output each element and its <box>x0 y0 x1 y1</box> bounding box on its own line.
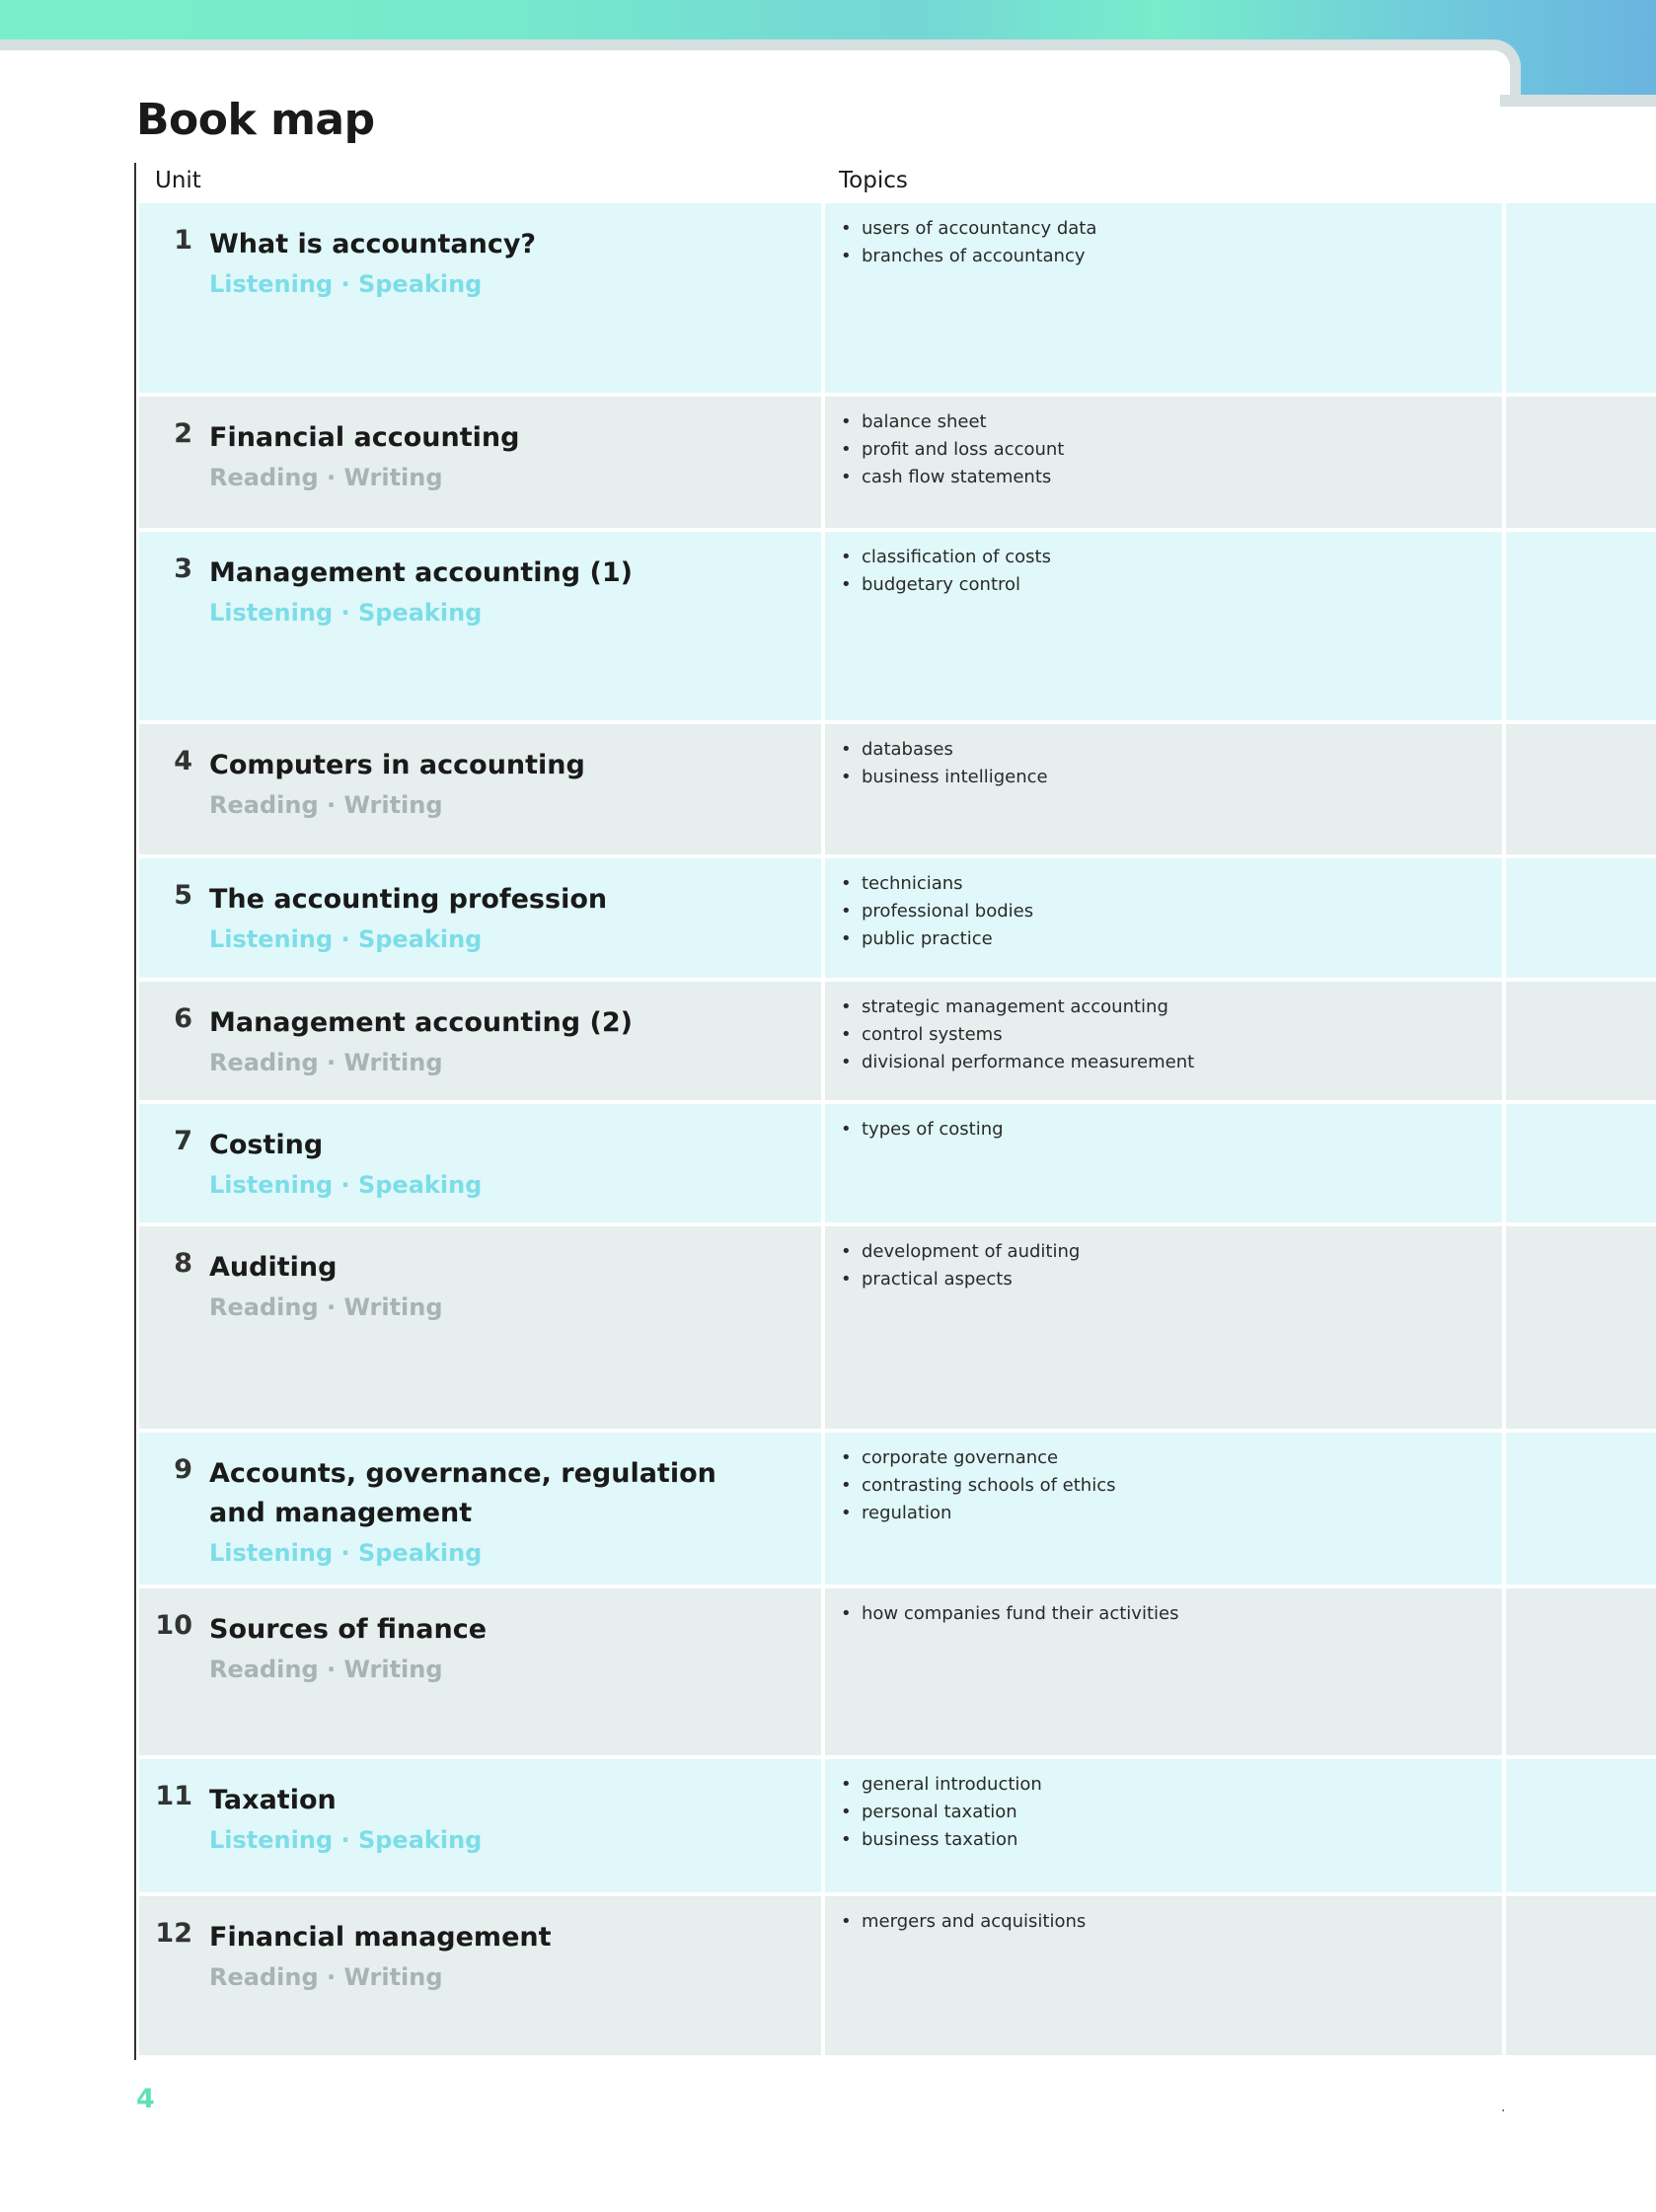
topic-text: business taxation <box>862 1829 1018 1850</box>
unit-title: Financial management <box>209 1922 552 1953</box>
bullet-icon: • <box>841 1447 852 1468</box>
topic-item <box>841 571 1051 599</box>
bullet-icon: • <box>841 1269 852 1290</box>
unit-title: Taxation <box>209 1785 337 1815</box>
topic-item <box>841 436 1064 464</box>
topics-cell <box>825 532 1502 720</box>
unit-number: 1 <box>174 225 192 256</box>
bullet-icon: • <box>841 246 852 266</box>
topics-list <box>841 1116 1004 1143</box>
unit-skills: Listening · Speaking <box>209 1826 483 1854</box>
topic-text: public practice <box>862 928 993 949</box>
unit-cell <box>139 397 821 528</box>
topic-item <box>841 870 1033 898</box>
topic-item <box>841 1238 1080 1266</box>
page-number: 4 <box>136 2084 155 2114</box>
topic-item <box>841 1021 1194 1049</box>
topic-text: general introduction <box>862 1774 1042 1795</box>
unit-row <box>139 1104 1656 1222</box>
topic-text: control systems <box>862 1024 1003 1045</box>
unit-number: 3 <box>174 553 192 584</box>
bullet-icon: • <box>841 218 852 239</box>
bullet-icon: • <box>841 1475 852 1496</box>
topic-item <box>841 898 1033 925</box>
topics-cell <box>825 1759 1502 1892</box>
unit-title: Financial accounting <box>209 422 520 453</box>
topics-list <box>841 736 1048 791</box>
bullet-icon: • <box>841 574 852 595</box>
topics-cell <box>825 203 1502 393</box>
bullet-icon: • <box>841 873 852 894</box>
topic-item <box>841 408 1064 436</box>
topic-text: contrasting schools of ethics <box>862 1475 1116 1496</box>
bullet-icon: • <box>841 1241 852 1262</box>
unit-number: 2 <box>174 418 192 449</box>
unit-number: 12 <box>155 1918 192 1949</box>
topics-list <box>841 408 1064 491</box>
bullet-icon: • <box>841 901 852 922</box>
topic-text: regulation <box>862 1503 952 1523</box>
extra-cell <box>1506 1759 1656 1892</box>
bullet-icon: • <box>841 996 852 1017</box>
topic-item <box>841 764 1048 791</box>
unit-cell <box>139 1759 821 1892</box>
extra-cell <box>1506 724 1656 854</box>
unit-row <box>139 1896 1656 2055</box>
extra-cell <box>1506 532 1656 720</box>
bullet-icon: • <box>841 439 852 460</box>
column-header-topics: Topics <box>839 168 908 193</box>
topics-list <box>841 544 1051 599</box>
bullet-icon: • <box>841 767 852 787</box>
bullet-icon: • <box>841 1603 852 1624</box>
topics-list <box>841 994 1194 1076</box>
topics-list <box>841 870 1033 953</box>
extra-cell <box>1506 203 1656 393</box>
bullet-icon: • <box>841 1829 852 1850</box>
extra-cell <box>1506 397 1656 528</box>
topic-text: professional bodies <box>862 901 1034 922</box>
topic-item <box>841 1826 1042 1854</box>
unit-skills: Listening · Speaking <box>209 1539 483 1567</box>
unit-number: 4 <box>174 746 192 776</box>
bullet-icon: • <box>841 1024 852 1045</box>
bullet-icon: • <box>841 411 852 432</box>
topics-cell <box>825 724 1502 854</box>
unit-title: Auditing <box>209 1252 338 1283</box>
unit-title: Sources of finance <box>209 1614 488 1645</box>
footer-mark: . <box>1501 2100 1506 2115</box>
unit-number: 9 <box>174 1454 192 1485</box>
topic-item <box>841 1444 1116 1472</box>
page-title: Book map <box>136 95 375 145</box>
topic-item <box>841 1266 1080 1293</box>
bullet-icon: • <box>841 1119 852 1140</box>
topic-text: strategic management accounting <box>862 996 1168 1017</box>
bullet-icon: • <box>841 928 852 949</box>
bullet-icon: • <box>841 1052 852 1072</box>
unit-skills: Reading · Writing <box>209 1049 443 1076</box>
bullet-icon: • <box>841 1503 852 1523</box>
topics-list <box>841 1908 1086 1936</box>
unit-skills: Reading · Writing <box>209 1963 443 1991</box>
topic-text: databases <box>862 739 953 760</box>
topics-cell <box>825 982 1502 1100</box>
topic-item <box>841 464 1064 491</box>
topic-text: practical aspects <box>862 1269 1013 1290</box>
topic-item <box>841 1500 1116 1527</box>
extra-cell <box>1506 1896 1656 2055</box>
unit-row <box>139 724 1656 854</box>
topics-cell <box>825 1896 1502 2055</box>
unit-number: 7 <box>174 1126 192 1156</box>
extra-cell <box>1506 1104 1656 1222</box>
topic-text: balance sheet <box>862 411 987 432</box>
unit-skills: Listening · Speaking <box>209 270 483 298</box>
topic-item <box>841 1049 1194 1076</box>
topics-list <box>841 1444 1116 1527</box>
topic-item <box>841 1799 1042 1826</box>
unit-title: The accounting profession <box>209 884 608 915</box>
topic-text: corporate governance <box>862 1447 1059 1468</box>
bullet-icon: • <box>841 739 852 760</box>
unit-cell <box>139 1104 821 1222</box>
extra-cell <box>1506 1226 1656 1429</box>
topic-text: branches of accountancy <box>862 246 1086 266</box>
unit-row <box>139 1433 1656 1585</box>
bullet-icon: • <box>841 1774 852 1795</box>
unit-cell <box>139 724 821 854</box>
unit-skills: Reading · Writing <box>209 791 443 819</box>
unit-cell <box>139 203 821 393</box>
unit-title: Management accounting (2) <box>209 1007 633 1038</box>
unit-number: 5 <box>174 880 192 911</box>
extra-cell <box>1506 1588 1656 1755</box>
unit-skills: Reading · Writing <box>209 1293 443 1321</box>
topic-item <box>841 1771 1042 1799</box>
unit-number: 11 <box>155 1781 192 1811</box>
topics-cell <box>825 1588 1502 1755</box>
topic-text: cash flow statements <box>862 467 1052 487</box>
unit-number: 8 <box>174 1248 192 1279</box>
unit-skills: Listening · Speaking <box>209 599 483 627</box>
column-header-unit: Unit <box>155 168 201 193</box>
unit-row <box>139 397 1656 528</box>
unit-cell <box>139 858 821 978</box>
topic-text: divisional performance measurement <box>862 1052 1195 1072</box>
topic-item <box>841 215 1096 243</box>
unit-row <box>139 203 1656 393</box>
unit-row <box>139 1759 1656 1892</box>
topic-item <box>841 994 1194 1021</box>
topic-item <box>841 925 1033 953</box>
topic-text: users of accountancy data <box>862 218 1097 239</box>
topics-cell <box>825 858 1502 978</box>
topic-item <box>841 544 1051 571</box>
topic-item <box>841 736 1048 764</box>
topics-list <box>841 1771 1042 1854</box>
unit-number: 10 <box>155 1610 192 1641</box>
extra-cell <box>1506 858 1656 978</box>
unit-number: 6 <box>174 1003 192 1034</box>
topics-list <box>841 1600 1178 1628</box>
unit-title: What is accountancy? <box>209 229 537 259</box>
unit-cell <box>139 1226 821 1429</box>
bullet-icon: • <box>841 1911 852 1932</box>
unit-row <box>139 982 1656 1100</box>
left-rule <box>134 163 136 2060</box>
unit-row <box>139 1226 1656 1429</box>
topic-text: technicians <box>862 873 963 894</box>
topic-text: classification of costs <box>862 547 1051 567</box>
unit-skills: Listening · Speaking <box>209 925 483 953</box>
topics-cell <box>825 1433 1502 1585</box>
topic-text: types of costing <box>862 1119 1004 1140</box>
topic-item <box>841 1908 1086 1936</box>
topic-item <box>841 1116 1004 1143</box>
topics-cell <box>825 397 1502 528</box>
extra-cell <box>1506 982 1656 1100</box>
unit-title: Accounts, governance, regulation and management <box>209 1458 716 1528</box>
topics-list <box>841 215 1096 270</box>
topic-text: budgetary control <box>862 574 1021 595</box>
unit-title: Computers in accounting <box>209 750 585 780</box>
topic-text: mergers and acquisitions <box>862 1911 1087 1932</box>
topic-text: how companies fund their activities <box>862 1603 1179 1624</box>
bullet-icon: • <box>841 1802 852 1822</box>
unit-cell <box>139 532 821 720</box>
topic-text: profit and loss account <box>862 439 1065 460</box>
topic-item <box>841 1472 1116 1500</box>
topic-item <box>841 1600 1178 1628</box>
unit-skills: Listening · Speaking <box>209 1171 483 1199</box>
unit-row <box>139 858 1656 978</box>
unit-title: Management accounting (1) <box>209 557 633 588</box>
unit-cell <box>139 1896 821 2055</box>
bullet-icon: • <box>841 547 852 567</box>
topic-item <box>841 243 1096 270</box>
unit-row <box>139 532 1656 720</box>
topic-text: personal taxation <box>862 1802 1017 1822</box>
topic-text: business intelligence <box>862 767 1048 787</box>
unit-skills: Reading · Writing <box>209 464 443 491</box>
unit-cell <box>139 1588 821 1755</box>
unit-row <box>139 1588 1656 1755</box>
topic-text: development of auditing <box>862 1241 1081 1262</box>
bullet-icon: • <box>841 467 852 487</box>
unit-cell <box>139 1433 821 1585</box>
unit-title: Costing <box>209 1130 324 1160</box>
topics-list <box>841 1238 1080 1293</box>
unit-cell <box>139 982 821 1100</box>
topics-cell <box>825 1226 1502 1429</box>
topics-cell <box>825 1104 1502 1222</box>
extra-cell <box>1506 1433 1656 1585</box>
unit-skills: Reading · Writing <box>209 1656 443 1683</box>
